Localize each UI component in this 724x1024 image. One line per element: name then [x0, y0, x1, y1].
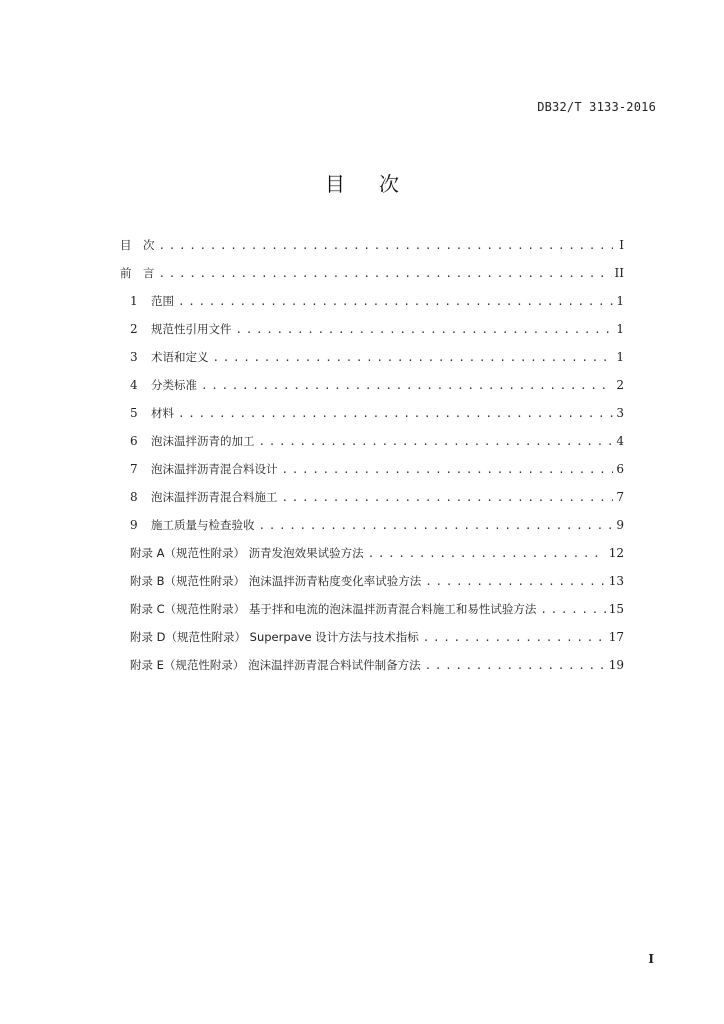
toc-entry-page: 6 — [616, 462, 624, 476]
toc-dot-leader — [201, 375, 613, 397]
footer-page-number: I — [648, 952, 654, 966]
toc-entry-label: 目 次 — [120, 238, 155, 252]
toc-entry-mixture-design[interactable] — [120, 458, 624, 486]
toc-entry-label: 附录 A（规范性附录） 沥青发泡效果试验方法 — [130, 546, 364, 560]
toc-entry-page: 12 — [608, 546, 624, 560]
toc-entry-scope[interactable] — [120, 290, 624, 318]
toc-dot-leader — [423, 627, 606, 649]
toc-entry-number: 4 — [130, 378, 138, 392]
toc-entry-label: 泡沫温拌沥青混合料设计 — [151, 462, 278, 476]
page-title — [0, 168, 724, 197]
toc-dot-leader — [540, 599, 605, 621]
toc-entry-label: 泡沫温拌沥青的加工 — [151, 434, 255, 448]
toc-entry-page: 17 — [608, 630, 624, 644]
toc-entry-appendix-d[interactable] — [120, 626, 624, 654]
toc-entry-page: I — [619, 238, 624, 252]
table-of-contents — [120, 234, 624, 682]
toc-entry-page: 3 — [616, 406, 624, 420]
toc-entry-number: 2 — [130, 322, 138, 336]
page-title-char-1: 目 — [325, 172, 345, 196]
document-code: DB32/T 3133-2016 — [537, 100, 656, 114]
toc-entry-number: 8 — [130, 490, 138, 504]
toc-entry-page: 7 — [616, 490, 624, 504]
toc-entry-label: 规范性引用文件 — [151, 322, 232, 336]
toc-entry-contents[interactable] — [120, 234, 624, 262]
toc-entry-materials[interactable] — [120, 402, 624, 430]
toc-dot-leader — [425, 571, 606, 593]
toc-entry-number: 9 — [130, 518, 138, 532]
toc-entry-label: 分类标准 — [151, 378, 197, 392]
toc-entry-number: 1 — [130, 294, 138, 308]
toc-entry-page: II — [614, 266, 624, 280]
toc-dot-leader — [259, 431, 614, 453]
toc-entry-page: 1 — [616, 322, 624, 336]
toc-entry-page: 9 — [616, 518, 624, 532]
toc-dot-leader — [178, 403, 613, 425]
toc-entry-label: 附录 E（规范性附录） 泡沫温拌沥青混合料试件制备方法 — [130, 658, 421, 672]
toc-dot-leader — [282, 487, 614, 509]
toc-dot-leader — [213, 347, 614, 369]
toc-entry-page: 1 — [616, 294, 624, 308]
toc-entry-label: 附录 C（规范性附录） 基于拌和电流的泡沫温拌沥青混合料施工和易性试验方法 — [130, 602, 537, 616]
toc-entry-number: 6 — [130, 434, 138, 448]
toc-entry-label: 材料 — [151, 406, 174, 420]
toc-entry-label: 施工质量与检查验收 — [151, 518, 255, 532]
toc-entry-normative-references[interactable] — [120, 318, 624, 346]
toc-dot-leader — [159, 263, 612, 285]
toc-entry-number: 3 — [130, 350, 138, 364]
toc-entry-label: 前 言 — [120, 266, 155, 280]
toc-entry-page: 13 — [608, 574, 624, 588]
toc-entry-page: 1 — [616, 350, 624, 364]
toc-dot-leader — [236, 319, 614, 341]
toc-entry-appendix-c[interactable] — [120, 598, 624, 626]
toc-entry-number: 5 — [130, 406, 138, 420]
toc-entry-page: 15 — [608, 602, 624, 616]
toc-entry-label: 术语和定义 — [151, 350, 209, 364]
toc-dot-leader — [368, 543, 606, 565]
toc-dot-leader — [425, 655, 606, 677]
toc-entry-label: 附录 B（规范性附录） 泡沫温拌沥青粘度变化率试验方法 — [130, 574, 422, 588]
toc-entry-foreword[interactable] — [120, 262, 624, 290]
toc-entry-label: 附录 D（规范性附录） Superpave 设计方法与技术指标 — [130, 630, 419, 644]
toc-entry-page: 2 — [616, 378, 624, 392]
page-title-char-2: 次 — [379, 172, 399, 196]
toc-entry-label: 泡沫温拌沥青混合料施工 — [151, 490, 278, 504]
toc-entry-page: 4 — [616, 434, 624, 448]
toc-dot-leader — [178, 291, 613, 313]
toc-entry-number: 7 — [130, 462, 138, 476]
toc-entry-classification[interactable] — [120, 374, 624, 402]
toc-dot-leader — [282, 459, 614, 481]
toc-entry-appendix-e[interactable] — [120, 654, 624, 682]
toc-entry-page: 19 — [608, 658, 624, 672]
toc-entry-appendix-b[interactable] — [120, 570, 624, 598]
toc-entry-label: 范围 — [151, 294, 174, 308]
toc-dot-leader — [259, 515, 614, 537]
toc-entry-foamed-asphalt-processing[interactable] — [120, 430, 624, 458]
toc-entry-terms-definitions[interactable] — [120, 346, 624, 374]
toc-entry-mixture-construction[interactable] — [120, 486, 624, 514]
toc-entry-appendix-a[interactable] — [120, 542, 624, 570]
toc-dot-leader — [159, 235, 614, 257]
toc-entry-quality-inspection[interactable] — [120, 514, 624, 542]
